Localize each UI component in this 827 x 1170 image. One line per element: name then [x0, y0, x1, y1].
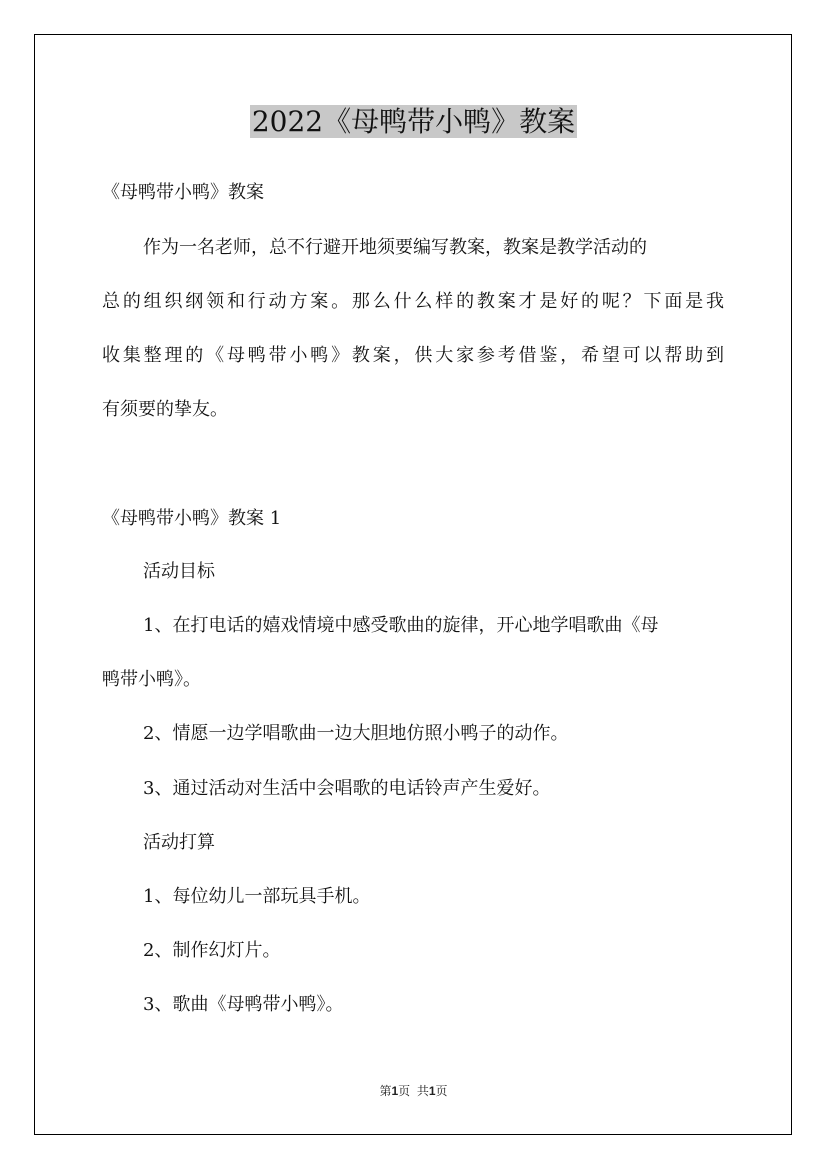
- footer-page-number: 1: [391, 1084, 399, 1098]
- goal-2: 2、情愿一边学唱歌曲一边大胆地仿照小鸭子的动作。: [143, 723, 569, 744]
- goal-1-line-1: 1、在打电话的嬉戏情境中感受歌曲的旋律，开心地学唱歌曲《母: [143, 615, 659, 636]
- footer-page-suffix: 页: [398, 1084, 411, 1098]
- footer-total-suffix: 页: [435, 1084, 448, 1098]
- goal-1-line-2: 鸭带小鸭》。: [102, 669, 201, 690]
- page-footer: [0, 1082, 827, 1100]
- goals-heading: 活动目标: [143, 561, 215, 582]
- prep-item-2: 2、制作幻灯片。: [143, 940, 281, 961]
- prep-heading: 活动打算: [143, 832, 215, 853]
- intro-line-3: 收集整理的《母鸭带小鸭》教案，供大家参考借鉴，希望可以帮助到: [102, 345, 724, 366]
- goal-3: 3、通过活动对生活中会唱歌的电话铃声产生爱好。: [143, 778, 551, 799]
- document-subtitle: 《母鸭带小鸭》教案: [102, 182, 264, 203]
- section-heading: 《母鸭带小鸭》教案 1: [102, 508, 282, 529]
- intro-line-4: 有须要的挚友。: [102, 399, 228, 420]
- document-title: [0, 100, 827, 144]
- intro-line-2: 总的组织纲领和行动方案。那么什么样的教案才是好的呢？下面是我: [102, 291, 724, 312]
- prep-item-3: 3、歌曲《母鸭带小鸭》。: [143, 994, 344, 1015]
- prep-item-1: 1、每位幼儿一部玩具手机。: [143, 886, 371, 907]
- footer-page-prefix: 第: [379, 1084, 392, 1098]
- footer-total-number: 1: [428, 1084, 436, 1098]
- document-title-text: 2022《母鸭带小鸭》教案: [251, 105, 576, 138]
- intro-line-1: 作为一名老师，总不行避开地须要编写教案，教案是教学活动的: [143, 237, 647, 258]
- footer-total-prefix: 共: [416, 1084, 429, 1098]
